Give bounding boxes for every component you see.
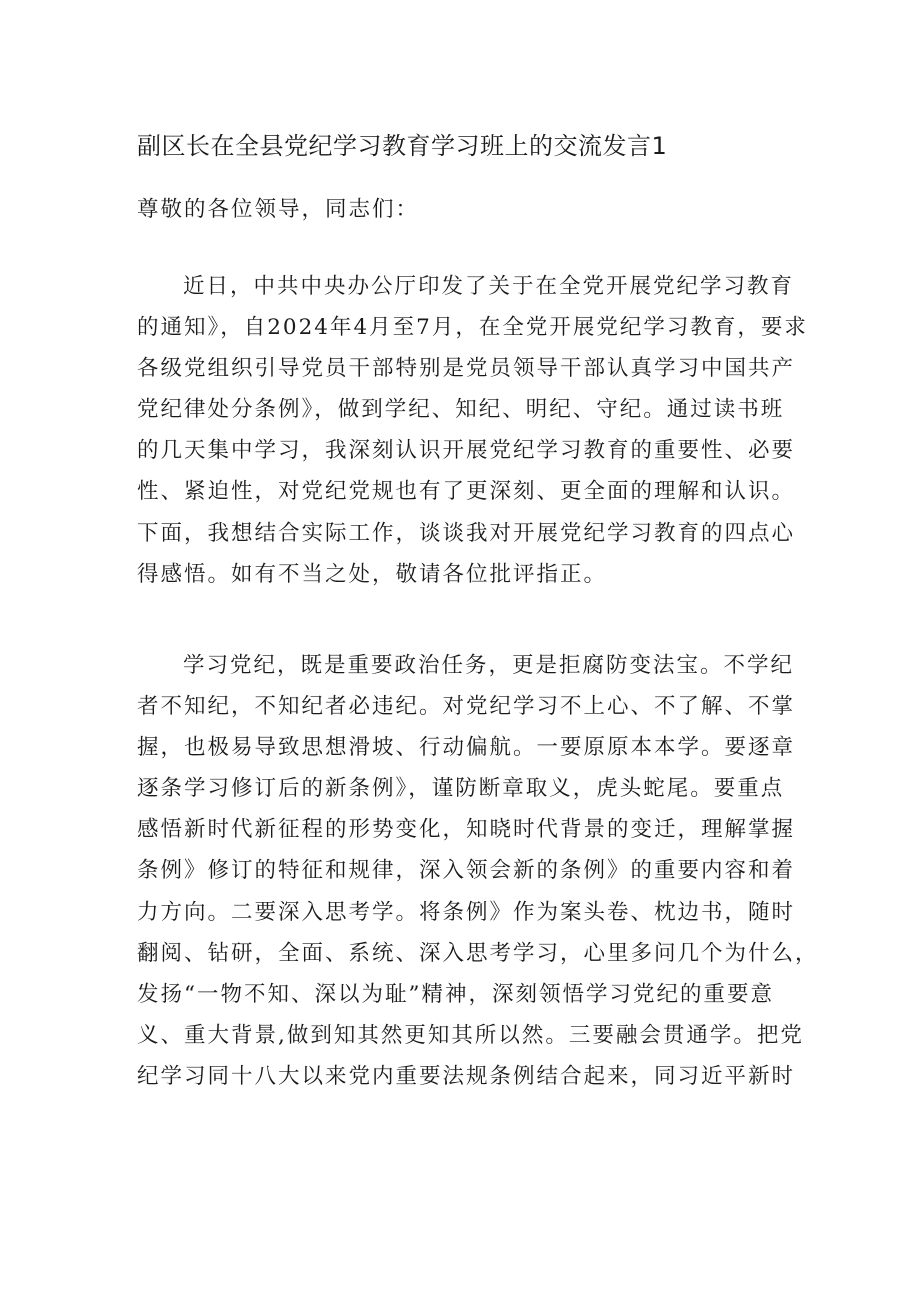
- paragraph: [137, 645, 819, 1097]
- text-line: 的通知》，自2024年4月至7月，在全党开展党纪学习教育，要求: [137, 315, 808, 341]
- text-line: 近日，中共中央办公厅印发了关于在全党开展党纪学习教育: [183, 274, 795, 299]
- text-line: 党纪律处分条例》，做到学纪、知纪、明纪、守纪。通过读书班: [137, 397, 785, 423]
- text-line: 的几天集中学习，我深刻认识开展党纪学习教育的重要性、必要: [137, 438, 796, 464]
- text-line: 握，也极易导致思想滑坡、行动偏航。一要原原本本学。要逐章: [137, 735, 796, 761]
- text-line: 学习党纪，既是重要政治任务，更是拒腐防变法宝。不学纪: [183, 653, 795, 678]
- text-line: 各级党组织引导党员干部特别是党员领导干部认真学习中国共产: [137, 356, 796, 382]
- text-line: 义、重大背景,做到知其然更知其所以然。三要融会贯通学。把党: [137, 1022, 804, 1048]
- text-line: 下面，我想结合实际工作，谈谈我对开展党纪学习教育的四点心: [137, 520, 796, 546]
- document-body: [137, 192, 819, 1089]
- text-line: 性、紧迫性，对党纪党规也有了更深刻、更全面的理解和认识。: [137, 479, 796, 505]
- text-line: 感悟新时代新征程的形势变化，知晓时代背景的变迁，理解掌握: [137, 817, 796, 843]
- text-line: 逐条学习修订后的新条例》，谨防断章取义，虎头蛇尾。要重点: [137, 776, 785, 802]
- text-line: 得感悟。如有不当之处，敬请各位批评指正。: [137, 561, 608, 587]
- text-line: 条例》修订的特征和规律，深入领会新的条例》的重要内容和着: [137, 858, 796, 884]
- document-title: 副区长在全县党纪学习教育学习班上的交流发言1: [137, 132, 668, 160]
- text-line: 力方向。二要深入思考学。将条例》作为案头卷、枕边书，随时: [137, 899, 796, 925]
- text-line: 翻阅、钻研，全面、系统、深入思考学习，心里多问几个为什么，: [137, 940, 819, 966]
- text-line: 发扬“一物不知、深以为耻”精神，深刻领悟学习党纪的重要意: [137, 981, 774, 1007]
- paragraph: [137, 266, 808, 595]
- text-line: 者不知纪，不知纪者必违纪。对党纪学习不上心、不了解、不掌: [137, 694, 796, 720]
- text-line: 纪学习同十八大以来党内重要法规条例结合起来，同习近平新时: [137, 1063, 796, 1089]
- salutation: 尊敬的各位领导，同志们：: [137, 197, 420, 222]
